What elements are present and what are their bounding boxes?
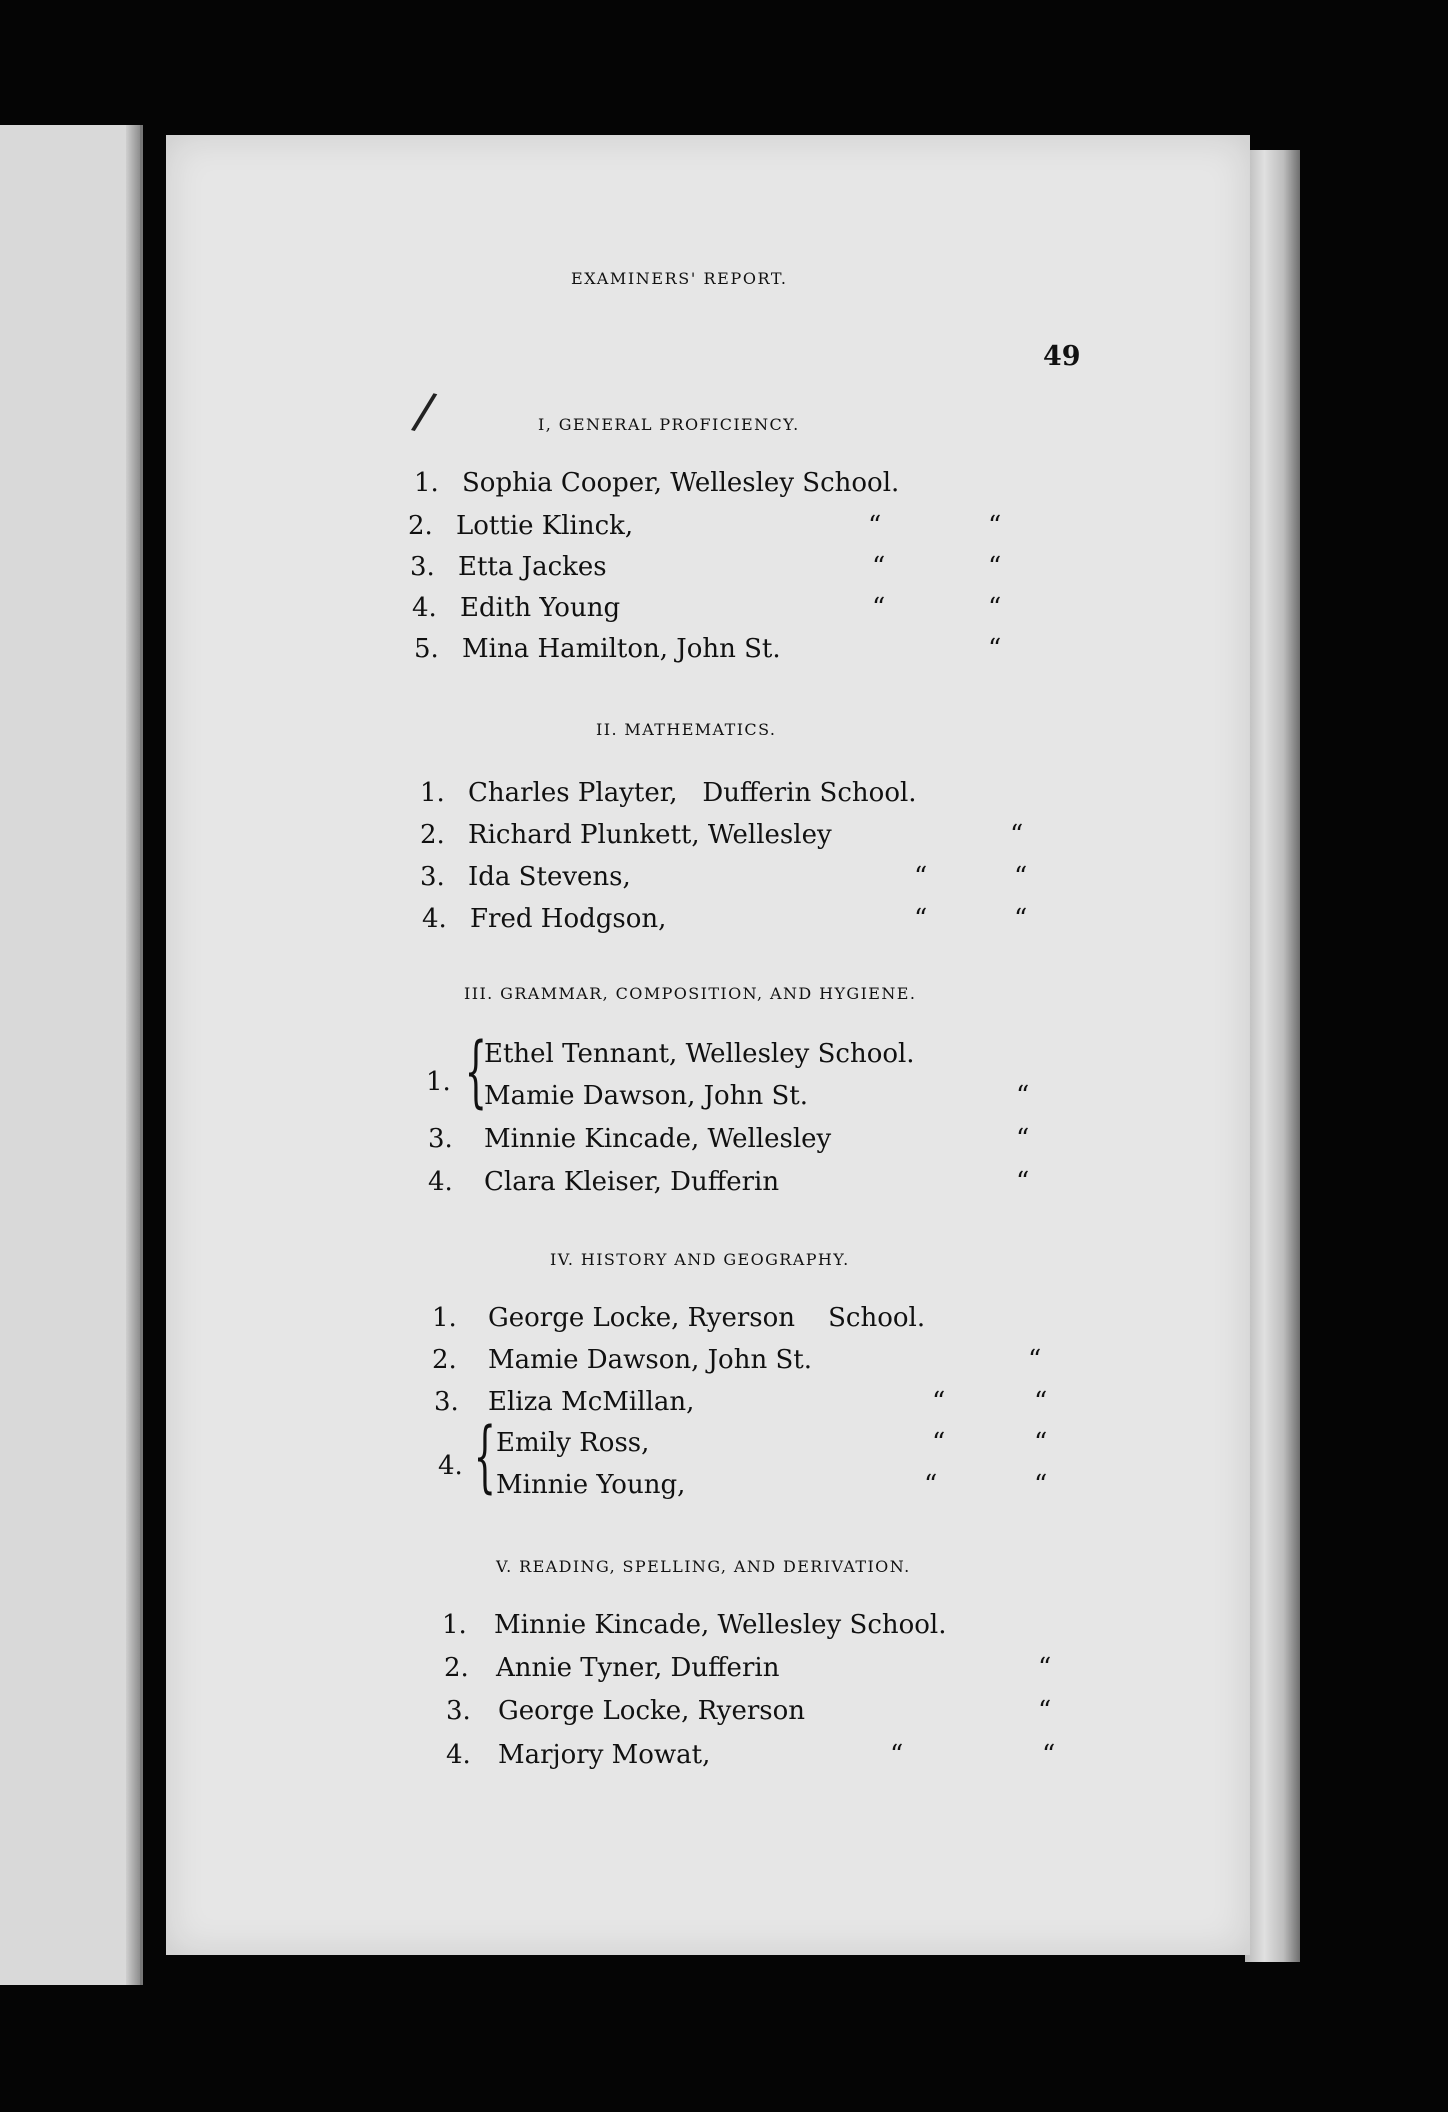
rank: 3.	[446, 1696, 471, 1726]
book-page	[166, 135, 1250, 1955]
student-entry: Lottie Klinck,	[456, 511, 634, 541]
ditto-mark: “	[988, 634, 1002, 664]
student-entry: Minnie Kincade, Wellesley School.	[494, 1610, 947, 1640]
ditto-mark: “	[1038, 1653, 1052, 1683]
student-entry: Sophia Cooper, Wellesley School.	[462, 468, 900, 498]
ditto-mark: “	[890, 1740, 904, 1770]
ditto-mark: “	[1010, 820, 1024, 850]
tie-rank: 4.	[438, 1451, 463, 1481]
student-entry: Emily Ross,	[496, 1428, 650, 1458]
ditto-mark: “	[1034, 1428, 1048, 1458]
ditto-mark: “	[1038, 1696, 1052, 1726]
ditto-mark: “	[1016, 1167, 1030, 1197]
ditto-mark: “	[1014, 862, 1028, 892]
ditto-mark: “	[932, 1428, 946, 1458]
ditto-mark: “	[1034, 1470, 1048, 1500]
ditto-mark: “	[872, 593, 886, 623]
student-entry: Ethel Tennant, Wellesley School.	[484, 1039, 915, 1069]
ditto-mark: “	[924, 1470, 938, 1500]
ditto-mark: “	[1028, 1345, 1042, 1375]
ditto-mark: “	[1034, 1387, 1048, 1417]
ditto-mark: “	[932, 1387, 946, 1417]
student-entry: Edith Young	[460, 593, 621, 623]
student-entry: Etta Jackes	[458, 552, 607, 582]
student-entry: Minnie Kincade, Wellesley	[484, 1124, 832, 1154]
ditto-mark: “	[988, 511, 1002, 541]
page-number: 49	[1043, 341, 1081, 372]
rank: 4.	[428, 1167, 453, 1197]
rank: 3.	[410, 552, 435, 582]
student-entry: George Locke, Ryerson	[498, 1696, 806, 1726]
ditto-mark: “	[914, 862, 928, 892]
student-entry: Mamie Dawson, John St.	[484, 1081, 808, 1111]
student-entry: Minnie Young,	[496, 1470, 686, 1500]
ditto-mark: “	[1016, 1124, 1030, 1154]
ditto-mark: “	[1014, 904, 1028, 934]
student-entry: Mina Hamilton, John St.	[462, 634, 781, 664]
tie-brace: {	[473, 1412, 496, 1502]
rank: 4.	[412, 593, 437, 623]
ditto-mark: “	[1042, 1740, 1056, 1770]
rank: 3.	[428, 1124, 453, 1154]
ditto-mark: “	[872, 552, 886, 582]
student-entry: Charles Playter, Dufferin School.	[468, 778, 917, 808]
rank: 1.	[442, 1610, 467, 1640]
section-title-math: II. MATHEMATICS.	[596, 720, 777, 739]
ditto-mark: “	[868, 511, 882, 541]
rank: 3.	[434, 1387, 459, 1417]
rank: 1.	[420, 778, 445, 808]
student-entry: George Locke, Ryerson School.	[488, 1303, 926, 1333]
student-entry: Clara Kleiser, Dufferin	[484, 1167, 780, 1197]
ditto-mark: “	[988, 593, 1002, 623]
rank: 2.	[444, 1653, 469, 1683]
ditto-mark: “	[1016, 1081, 1030, 1111]
running-head: EXAMINERS' REPORT.	[571, 269, 788, 288]
student-entry: Richard Plunkett, Wellesley	[468, 820, 832, 850]
tie-rank: 1.	[426, 1067, 451, 1097]
rank: 5.	[414, 634, 439, 664]
book-gutter	[126, 125, 140, 1985]
student-entry: Marjory Mowat,	[498, 1740, 711, 1770]
student-entry: Fred Hodgson,	[470, 904, 667, 934]
rank: 4.	[422, 904, 447, 934]
section-title-general: I, GENERAL PROFICIENCY.	[538, 415, 800, 434]
student-entry: Mamie Dawson, John St.	[488, 1345, 812, 1375]
student-entry: Annie Tyner, Dufferin	[496, 1653, 780, 1683]
section-title-history: IV. HISTORY AND GEOGRAPHY.	[550, 1250, 850, 1269]
section-title-reading: V. READING, SPELLING, AND DERIVATION.	[496, 1557, 911, 1576]
student-entry: Eliza McMillan,	[488, 1387, 695, 1417]
ditto-mark: “	[914, 904, 928, 934]
facing-page-edge	[0, 125, 143, 1985]
rank: 2.	[408, 511, 433, 541]
tie-brace: {	[464, 1027, 487, 1117]
rank: 4.	[446, 1740, 471, 1770]
rank: 1.	[432, 1303, 457, 1333]
ditto-mark: “	[988, 552, 1002, 582]
page-stack-edge	[1245, 150, 1300, 1962]
section-title-grammar: III. GRAMMAR, COMPOSITION, AND HYGIENE.	[464, 984, 917, 1003]
rank: 3.	[420, 862, 445, 892]
rank: 2.	[432, 1345, 457, 1375]
rank: 2.	[420, 820, 445, 850]
student-entry: Ida Stevens,	[468, 862, 631, 892]
margin-pencil-mark: /	[409, 380, 440, 442]
rank: 1.	[414, 468, 439, 498]
